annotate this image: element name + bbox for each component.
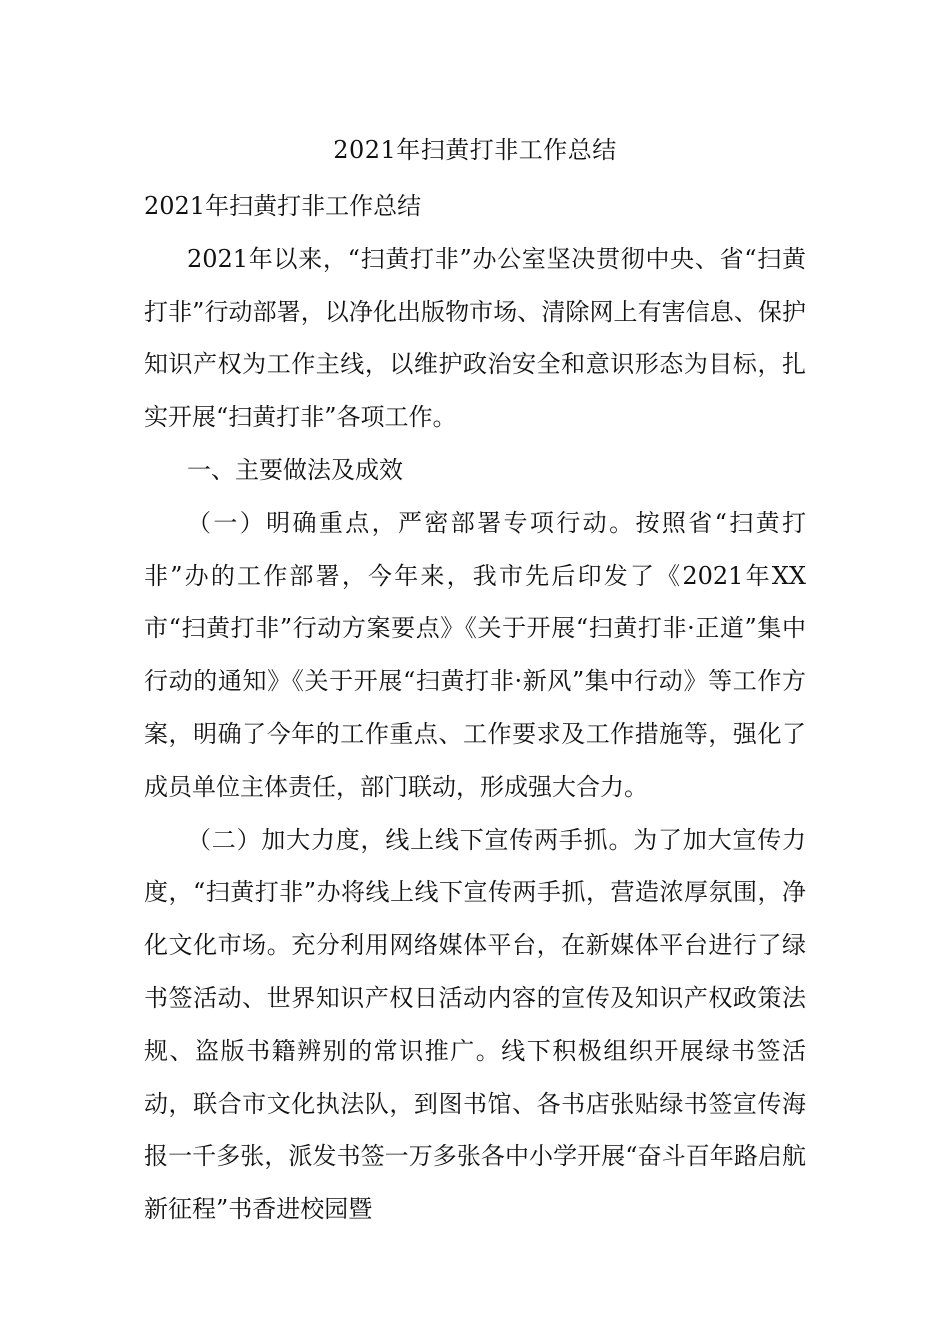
document-subtitle: 2021年扫黄打非工作总结 [144,192,422,220]
section-heading-1: 一、主要做法及成效 [187,455,403,484]
paragraph-intro: 2021年以来，“扫黄打非”办公室坚决贯彻中央、省“扫黄打非”行动部署，以净化出版物市场、清除网上有害信息、保护知识产权为工作主线，以维护政治安全和意识形态为目标，扎实开展“扫黄打非”各项工作。 [144,244,806,432]
paragraph-section-1-1: （一）明确重点，严密部署专项行动。按照省“扫黄打非”办的工作部署，今年来，我市先后印发了《2021年XX市“扫黄打非”行动方案要点》《关于开展“扫黄打非·正道”集中行动的通知》《关于开展“扫黄打非·新风”集中行动》等工作方案，明确了今年的工作重点、工作要求及工作措施等，强化了成员单位主体责任，部门联动，形成强大合力。 [144,508,806,801]
document-body [144,180,806,1236]
document-title: 2021年扫黄打非工作总结 [333,136,617,164]
paragraph-section-1-2: （二）加大力度，线上线下宣传两手抓。为了加大宣传力度，“扫黄打非”办将线上线下宣传两手抓，营造浓厚氛围，净化文化市场。充分利用网络媒体平台，在新媒体平台进行了绿书签活动、世界知识产权日活动内容的宣传及知识产权政策法规、盗版书籍辨别的常识推广。线下积极组织开展绿书签活动，联合市文化执法队，到图书馆、各书店张贴绿书签宣传海报一千多张，派发书签一万多张各中小学开展“奋斗百年路启航新征程”书香进校园暨 [144,825,806,1224]
